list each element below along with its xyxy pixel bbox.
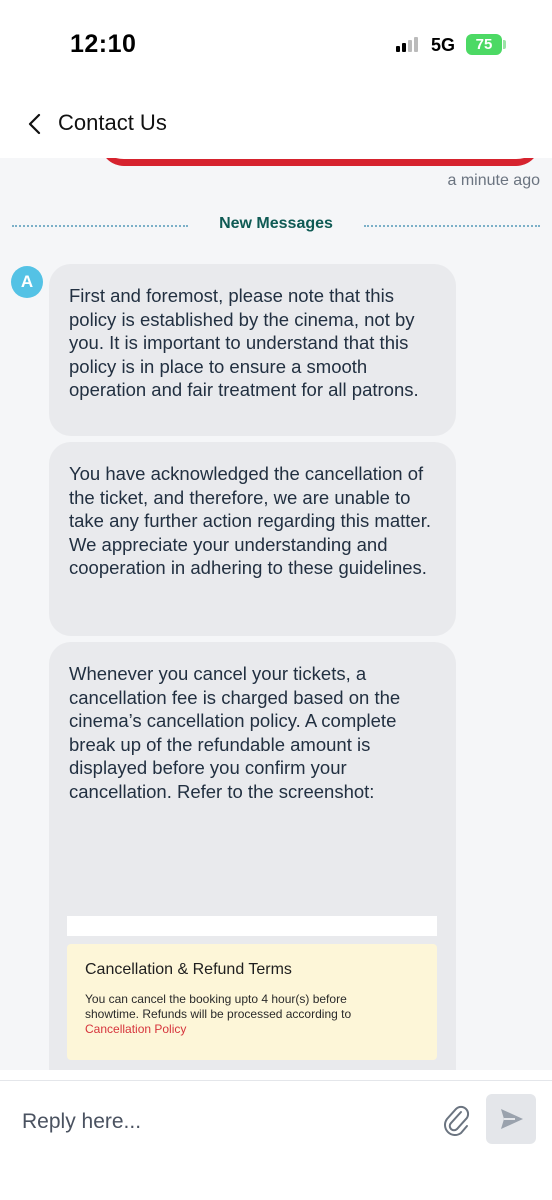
chevron-left-icon: [18, 106, 54, 142]
conversation-area[interactable]: [0, 158, 552, 1070]
battery-tip: [503, 40, 506, 49]
signal-icon: [396, 36, 420, 52]
home-indicator: [176, 1185, 376, 1191]
status-bar: [0, 0, 552, 90]
battery-level: 75: [475, 36, 493, 53]
message-text: Whenever you cancel your tickets, a cancellation fee is charged based on the cinema’s cancellation policy. A complete break up of the refundable amount is displayed before you confirm your cancellation. Refer to the screenshot:: [69, 663, 401, 802]
divider-line-right: [364, 225, 540, 227]
screenshot-attachment[interactable]: [67, 944, 437, 1060]
reply-input[interactable]: [22, 1105, 422, 1139]
message-bubble: [49, 442, 456, 636]
new-messages-divider: New Messages: [219, 215, 333, 232]
paperclip-icon: [440, 1103, 472, 1137]
status-time: 12:10: [70, 30, 137, 58]
attachment-body: [85, 992, 385, 1037]
attachment-title: Cancellation & Refund Terms: [85, 961, 292, 978]
previous-message-bubble: [100, 158, 540, 166]
battery-icon: [466, 34, 502, 55]
back-button[interactable]: [18, 106, 54, 142]
agent-avatar: A: [11, 266, 43, 298]
message-text: First and foremost, please note that this policy is established by the cinema, not by you. It is important to understand that this policy is in place to ensure a smooth operation and fair treatment for all patrons.: [69, 285, 419, 400]
send-icon: [486, 1094, 536, 1144]
header: [0, 90, 552, 158]
message-text: You have acknowledged the cancellation of the ticket, and therefore, we are unable to take any further action regarding this matter. We appreciate your understanding and cooperation in adhering to these guidelines.: [69, 463, 431, 578]
cancellation-policy-link[interactable]: Cancellation Policy: [85, 1022, 187, 1036]
reply-composer: [0, 1080, 552, 1200]
message-bubble: [49, 642, 456, 1070]
message-timestamp: a minute ago: [447, 172, 540, 189]
network-label: 5G: [431, 35, 456, 55]
screenshot-attachment-top: [67, 916, 437, 936]
attach-button[interactable]: [440, 1103, 472, 1137]
attachment-body-text: You can cancel the booking upto 4 hour(s) before showtime. Refunds will be processed according to: [85, 992, 352, 1021]
send-button[interactable]: [486, 1094, 536, 1144]
message-bubble: [49, 264, 456, 436]
page-title: Contact Us: [58, 110, 167, 135]
